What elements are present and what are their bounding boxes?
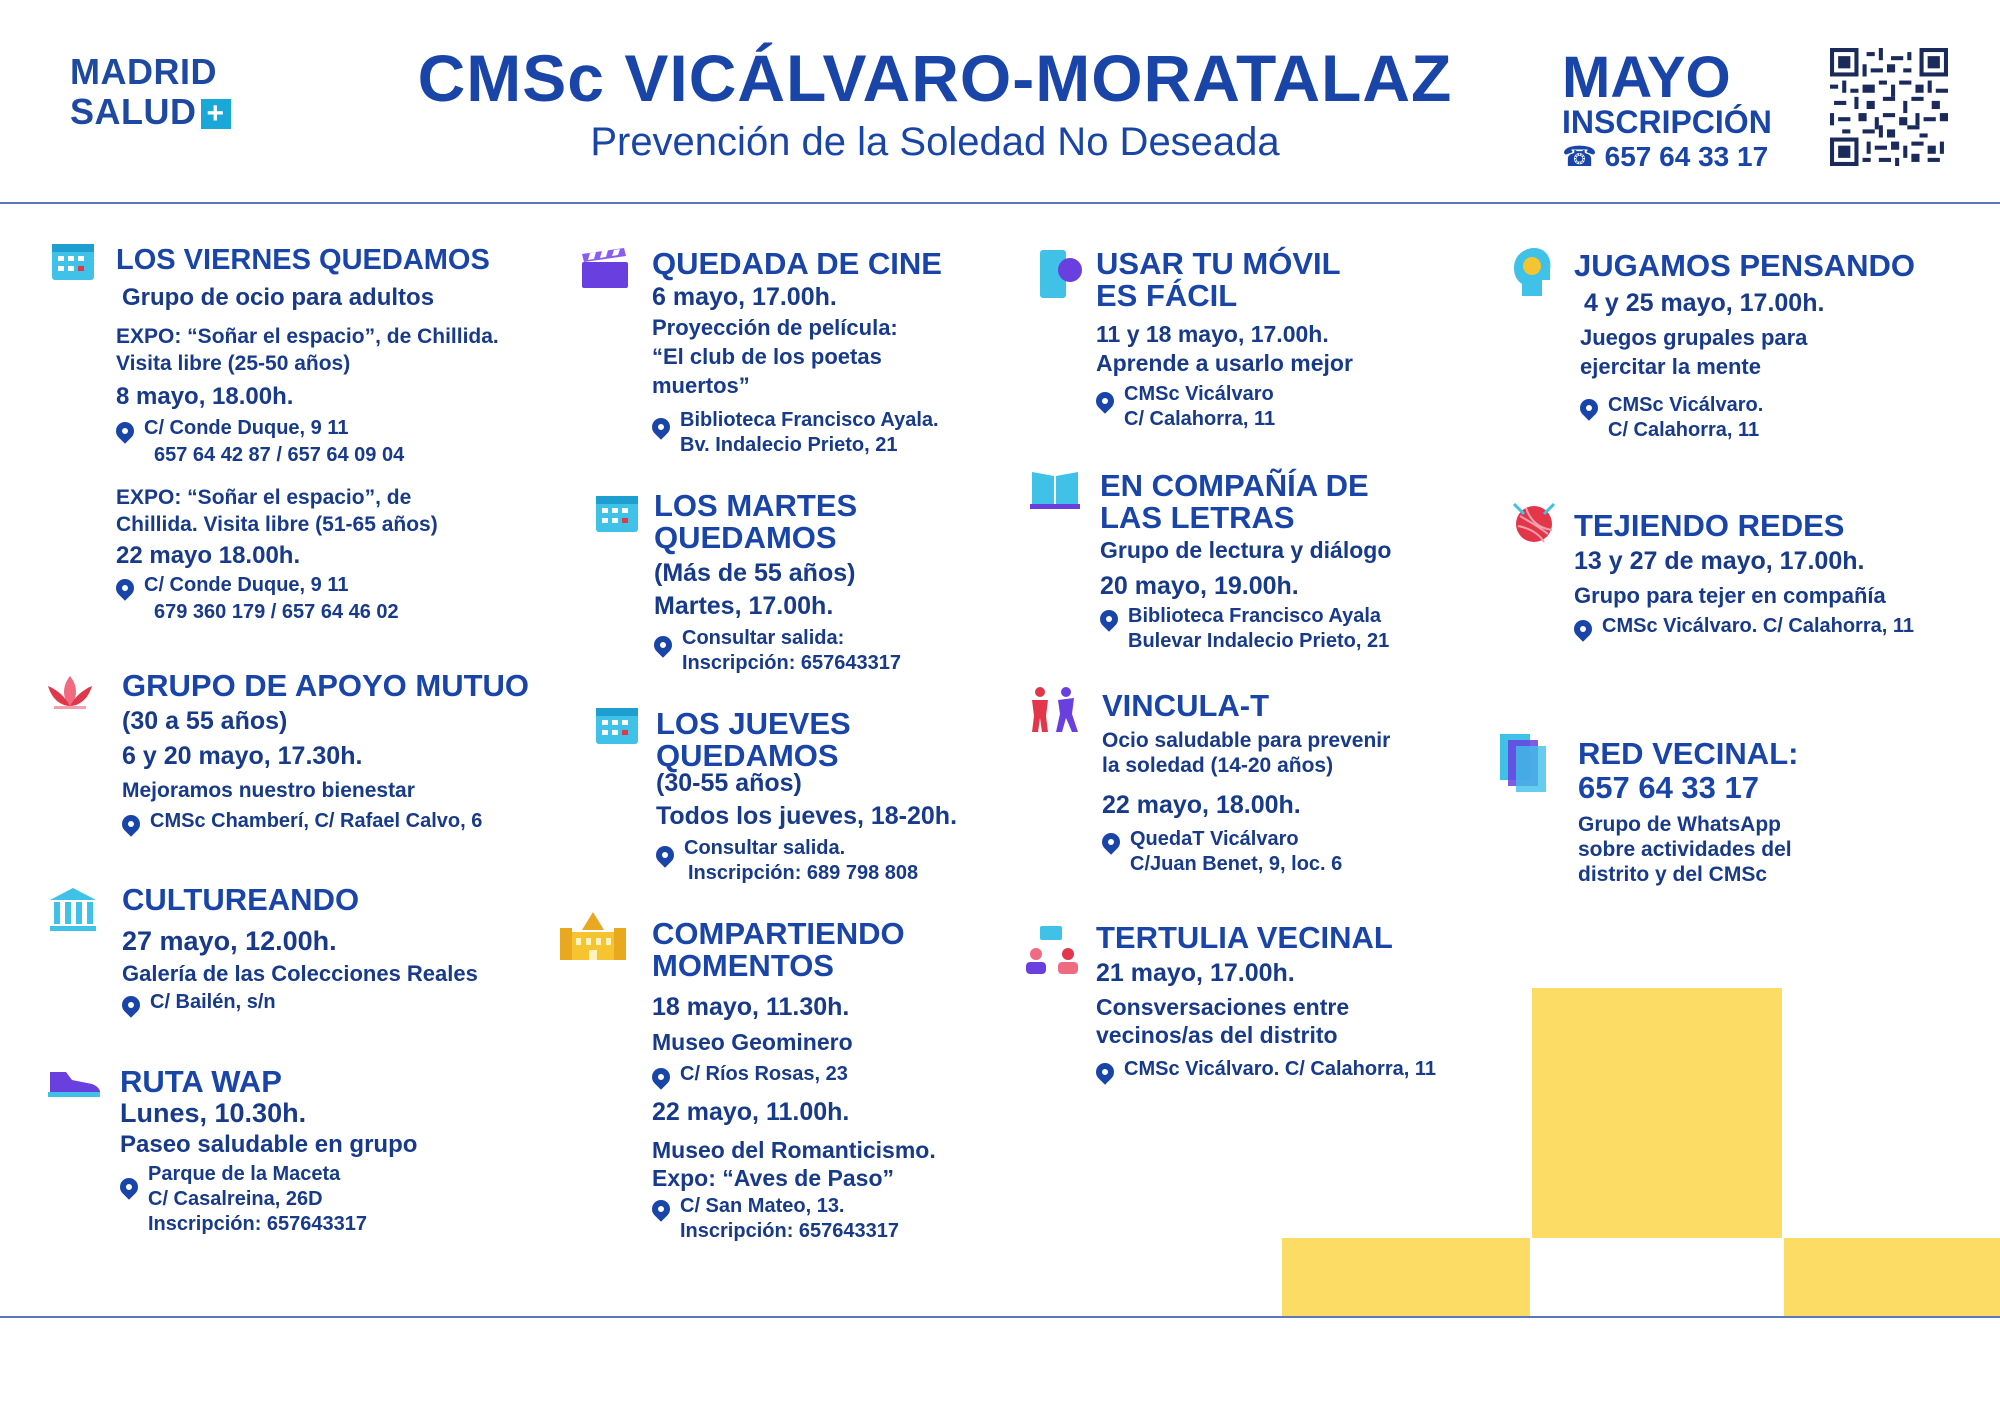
tertulia-desc2: vecinos/as del distrito [1096, 1022, 1338, 1048]
jueves-date: Todos los jueves, 18-20h. [656, 802, 958, 830]
location-pin-icon [650, 632, 675, 657]
cultureando-location: C/ Bailén, s/n [122, 990, 562, 1015]
yarn-ball-icon [1510, 500, 1558, 548]
page-subtitle: Prevención de la Soledad No Deseada [590, 120, 1280, 164]
location-pin-icon [1098, 829, 1123, 854]
vincula-location: QuedaT Vicálvaro C/Juan Benet, 9, loc. 6 [1102, 827, 1482, 877]
red-desc3: distrito y del CMSc [1578, 863, 1768, 886]
sneaker-icon [46, 1066, 102, 1098]
martes-date: Martes, 17.00h. [654, 592, 834, 620]
apoyo-date: 6 y 20 mayo, 17.30h. [122, 742, 363, 770]
ruta-date: Lunes, 10.30h. [120, 1098, 307, 1128]
vincula-card [1102, 690, 1482, 877]
compartiendo-e2-location: C/ San Mateo, 13. Inscripción: 657643317 [652, 1194, 1032, 1244]
header-divider [0, 202, 2000, 204]
jugamos-title: JUGAMOS PENSANDO [1574, 248, 1916, 283]
letras-location: Biblioteca Francisco Ayala Bulevar Indalecio Prieto, 21 [1100, 604, 1480, 654]
month-label: MAYO [1562, 45, 1731, 110]
movil-desc: Aprende a usarlo mejor [1096, 350, 1353, 376]
calendar-icon-jueves [596, 704, 638, 744]
compartiendo-e2-place1: Museo del Romanticismo. [652, 1137, 936, 1163]
tertulia-date: 21 mayo, 17.00h. [1096, 959, 1295, 987]
movil-title1: USAR TU MÓVIL [1096, 246, 1341, 281]
vincula-desc2: la soledad (14-20 años) [1102, 754, 1334, 777]
jueves-title2: QUEDAMOS [656, 738, 839, 773]
movil-card [1096, 248, 1476, 432]
vincula-date: 22 mayo, 18.00h. [1102, 791, 1301, 819]
location-pin-icon [1576, 395, 1601, 420]
tertulia-location: CMSc Vicálvaro. C/ Calahorra, 11 [1096, 1057, 1516, 1082]
location-pin-icon [1570, 616, 1595, 641]
location-pin-icon [648, 1196, 673, 1221]
jueves-age: (30-55 años) [656, 769, 802, 797]
smartphone-chat-icon [1036, 248, 1086, 300]
martes-location: Consultar salida: Inscripción: 657643317 [654, 626, 1014, 676]
location-pin-icon [648, 1064, 673, 1089]
tejiendo-date: 13 y 27 de mayo, 17.00h. [1574, 547, 1865, 575]
jugamos-desc1: Juegos grupales para [1580, 325, 1808, 350]
location-pin-icon [648, 414, 673, 439]
apoyo-mutuo-card [122, 670, 562, 834]
deco-yellow-block-2 [1282, 1238, 1530, 1316]
jugamos-card [1574, 250, 1974, 443]
clapperboard-icon [580, 248, 630, 290]
calendar-icon [52, 240, 94, 280]
location-pin-icon [1092, 1059, 1117, 1084]
conversation-icon [1024, 926, 1082, 976]
qr-code-icon[interactable] [1830, 48, 1948, 166]
red-desc2: sobre actividades del [1578, 838, 1792, 861]
tertulia-title: TERTULIA VECINAL [1096, 920, 1393, 955]
tejiendo-card [1574, 510, 1994, 639]
tejiendo-location: CMSc Vicálvaro. C/ Calahorra, 11 [1574, 614, 1994, 639]
viernes-quedamos-card [116, 244, 556, 625]
viernes-e1-desc2: Visita libre (25-50 años) [116, 352, 351, 375]
viernes-e2-desc1: EXPO: “Soñar el espacio”, de [116, 486, 412, 509]
compartiendo-title1: COMPARTIENDO [652, 916, 905, 951]
vincula-desc1: Ocio saludable para prevenir [1102, 729, 1391, 752]
location-pin-icon [1096, 606, 1121, 631]
tertulia-card [1096, 922, 1516, 1082]
cultureando-date: 27 mayo, 12.00h. [122, 926, 337, 956]
letras-card [1100, 470, 1480, 654]
apoyo-title: GRUPO DE APOYO MUTUO [122, 668, 530, 703]
jugamos-desc2: ejercitar la mente [1580, 354, 1761, 379]
footer-divider [0, 1316, 2000, 1318]
tejiendo-desc: Grupo para tejer en compañía [1574, 583, 1886, 608]
cine-desc3: muertos” [652, 373, 750, 398]
open-book-icon [1030, 468, 1080, 510]
ruta-wap-card [120, 1066, 560, 1237]
location-pin-icon [1092, 388, 1117, 413]
apoyo-age: (30 a 55 años) [122, 707, 288, 735]
ruta-title: RUTA WAP [120, 1064, 282, 1099]
martes-title2: QUEDAMOS [654, 520, 837, 555]
dancing-people-icon [1026, 686, 1082, 734]
lotus-icon [44, 672, 96, 712]
cine-desc1: Proyección de película: [652, 315, 898, 340]
tejiendo-title: TEJIENDO REDES [1574, 508, 1845, 543]
apoyo-desc: Mejoramos nuestro bienestar [122, 779, 415, 802]
martes-age: (Más de 55 años) [654, 559, 856, 587]
jugamos-location: CMSc Vicálvaro. C/ Calahorra, 11 [1580, 393, 1974, 443]
jueves-card [656, 708, 1016, 886]
location-pin-icon [116, 1174, 141, 1199]
inscription-label: INSCRIPCIÓN [1562, 104, 1772, 140]
jueves-location: Consultar salida. Inscripción: 689 798 808 [656, 836, 1016, 886]
martes-card [654, 490, 1014, 676]
cultureando-desc: Galería de las Colecciones Reales [122, 961, 478, 986]
apoyo-location: CMSc Chamberí, C/ Rafael Calvo, 6 [122, 809, 562, 834]
viernes-e1-phones[interactable]: 657 64 42 87 / 657 64 09 04 [154, 444, 405, 466]
viernes-e1-location: C/ Conde Duque, 9 11 [116, 416, 556, 441]
calendar-icon-martes [596, 492, 638, 532]
viernes-e2-location: C/ Conde Duque, 9 11 [116, 573, 556, 598]
red-desc1: Grupo de WhatsApp [1578, 813, 1781, 836]
movil-date: 11 y 18 mayo, 17.00h. [1096, 321, 1329, 347]
museum-icon [48, 886, 98, 932]
compartiendo-card [652, 918, 1032, 1244]
palace-icon [560, 910, 626, 962]
jueves-title1: LOS JUEVES [656, 706, 851, 741]
location-pin-icon [112, 418, 137, 443]
compartiendo-e1-place: Museo Geominero [652, 1029, 853, 1055]
compartiendo-e1-date: 18 mayo, 11.30h. [652, 993, 850, 1021]
compartiendo-e2-place2: Expo: “Aves de Paso” [652, 1165, 895, 1191]
page-title: CMSc VICÁLVARO-MORATALAZ [417, 41, 1453, 115]
vincula-title: VINCULA-T [1102, 688, 1270, 723]
logo-line2: SALUD [70, 91, 197, 132]
cine-title: QUEDADA DE CINE [652, 246, 942, 281]
movil-title2: ES FÁCIL [1096, 278, 1238, 313]
jugamos-date: 4 y 25 mayo, 17.00h. [1584, 289, 1825, 317]
plus-icon: + [201, 99, 231, 129]
red-phone[interactable]: 657 64 33 17 [1578, 770, 1760, 805]
cine-date: 6 mayo, 17.00h. [652, 283, 837, 311]
compartiendo-e2-date: 22 mayo, 11.00h. [652, 1098, 850, 1126]
location-pin-icon [652, 842, 677, 867]
cine-card [652, 248, 1012, 458]
red-vecinal-card [1578, 738, 1978, 887]
head-lightbulb-icon [1508, 246, 1554, 298]
layers-whatsapp-icon [1496, 732, 1554, 794]
viernes-sub: Grupo de ocio para adultos [122, 284, 435, 311]
logo-line1: MADRID [70, 51, 217, 92]
martes-title1: LOS MARTES [654, 488, 858, 523]
viernes-e2-date: 22 mayo 18.00h. [116, 542, 301, 569]
letras-title1: EN COMPAÑÍA DE [1100, 468, 1369, 503]
cine-desc2: “El club de los poetas [652, 344, 882, 369]
ruta-desc: Paseo saludable en grupo [120, 1131, 418, 1158]
letras-title2: LAS LETRAS [1100, 500, 1295, 535]
letras-date: 20 mayo, 19.00h. [1100, 572, 1299, 600]
ruta-location: Parque de la Maceta C/ Casalreina, 26D Inscripción: 657643317 [120, 1162, 560, 1237]
location-pin-icon [112, 575, 137, 600]
viernes-e1-desc1: EXPO: “Soñar el espacio”, de Chillida. [116, 325, 499, 348]
cultureando-title: CULTUREANDO [122, 882, 360, 917]
viernes-e2-phones[interactable]: 679 360 179 / 657 64 46 02 [154, 601, 399, 623]
viernes-e2-desc2: Chillida. Visita libre (51-65 años) [116, 513, 438, 536]
movil-location: CMSc Vicálvaro C/ Calahorra, 11 [1096, 382, 1476, 432]
red-title: RED VECINAL: [1578, 736, 1799, 771]
compartiendo-e1-location: C/ Ríos Rosas, 23 [652, 1062, 1032, 1087]
inscription-phone[interactable]: ☎ 657 64 33 17 [1562, 141, 1769, 172]
viernes-e1-date: 8 mayo, 18.00h. [116, 383, 294, 410]
tertulia-desc1: Consversaciones entre [1096, 994, 1350, 1020]
deco-yellow-block-1 [1532, 988, 1782, 1238]
viernes-title: LOS VIERNES QUEDAMOS [116, 244, 490, 276]
compartiendo-title2: MOMENTOS [652, 948, 834, 983]
phone-icon: ☎ [1562, 141, 1605, 172]
cine-location: Biblioteca Francisco Ayala. Bv. Indalecio Prieto, 21 [652, 408, 1012, 458]
letras-desc: Grupo de lectura y diálogo [1100, 537, 1392, 563]
deco-yellow-block-3 [1784, 1238, 2000, 1316]
location-pin-icon [118, 811, 143, 836]
cultureando-card [122, 884, 562, 1015]
location-pin-icon [118, 992, 143, 1017]
